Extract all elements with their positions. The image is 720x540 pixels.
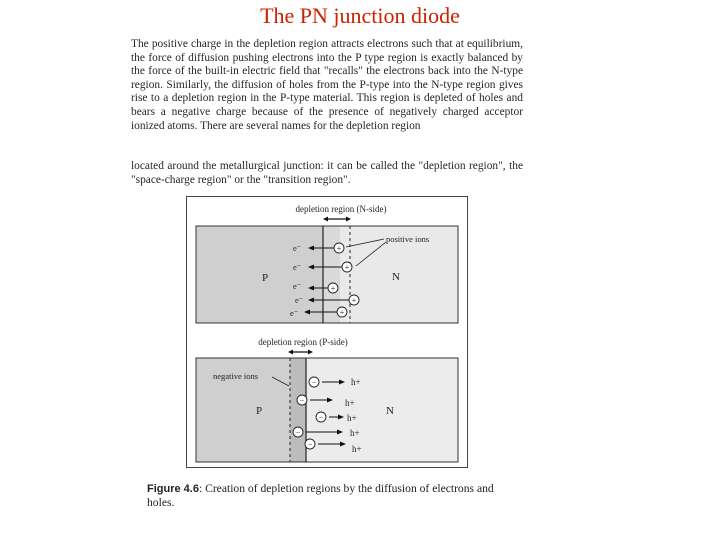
hole-label: h+ [351, 377, 361, 387]
svg-text:−: − [307, 440, 313, 449]
svg-text:−: − [318, 413, 324, 422]
svg-text:+: + [330, 284, 336, 293]
electron-label: e⁻ [290, 308, 299, 318]
body-paragraph-2: located around the metallurgical junction: it can be called the "depletion region", the "space-charge region" or the "transition region". [131, 160, 523, 186]
bottom-p-label: P [256, 405, 263, 417]
top-p-label: P [262, 272, 269, 284]
svg-text:−: − [299, 396, 305, 405]
svg-text:+: + [336, 244, 342, 253]
top-p-region [196, 226, 323, 323]
electron-label: e⁻ [293, 262, 302, 272]
hole-label: h+ [350, 428, 360, 438]
electron-label: e⁻ [293, 281, 302, 291]
bottom-region-label: depletion region (P-side) [258, 337, 348, 347]
svg-text:+: + [339, 308, 345, 317]
caption-text: : Creation of depletion regions by the diffusion of electrons and holes. [147, 482, 494, 509]
depletion-figure [186, 196, 468, 468]
top-depletion-region [323, 226, 340, 323]
bottom-n-label: N [386, 405, 394, 417]
slide-title: The PN junction diode [260, 3, 460, 28]
svg-text:+: + [351, 296, 357, 305]
top-region-label: depletion region (N-side) [295, 204, 387, 214]
top-n-label: N [392, 271, 400, 283]
bottom-ion-label: negative ions [213, 371, 259, 381]
electron-label: e⁻ [293, 243, 302, 253]
svg-text:−: − [295, 428, 301, 437]
body-paragraph-1: The positive charge in the depletion region attracts electrons such that at equilibrium, the force of diffusion pushing electrons into the P type region is exactly balanced by the force of the built-in electric field that "recalls" the electrons back into the N-type region. Similarly, the diffusion of holes from the P-type into the N-type region gives rise to a depletion region in the P-type material. This region is depleted of holes and bears a negative charge because of the presence of negatively charged acceptor ionized atoms. There are several names for the depletion region [131, 38, 523, 132]
bottom-depletion-region [290, 358, 306, 462]
caption-label: Figure 4.6 [147, 483, 199, 495]
svg-text:−: − [311, 378, 317, 387]
electron-label: e⁻ [295, 295, 304, 305]
figure-caption [147, 482, 507, 510]
top-ion-label: positive ions [386, 234, 430, 244]
hole-label: h+ [352, 444, 362, 454]
hole-label: h+ [345, 398, 355, 408]
svg-text:+: + [344, 263, 350, 272]
bottom-n-region [306, 358, 458, 462]
hole-label: h+ [347, 413, 357, 423]
